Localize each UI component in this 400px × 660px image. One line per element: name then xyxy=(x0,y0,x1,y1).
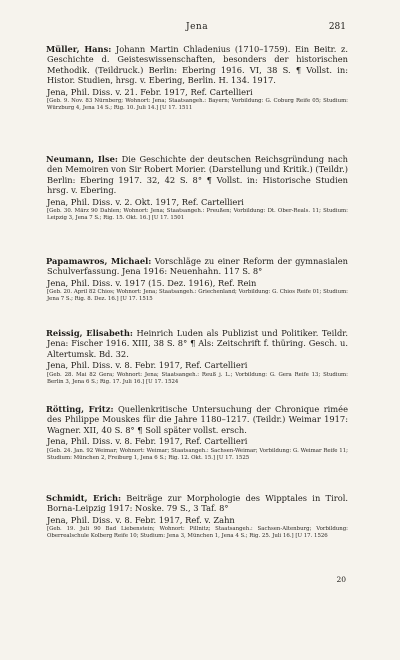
entry-title: Beiträge zur Morphologie des Wipptales in Tirol. Borna-Leipzig 1917: Noske. 79 S., 3 Taf. 8° xyxy=(47,493,348,514)
biographical-note: [Geb. 9. Nov. 83 Nürnberg; Wohnort: Jena; Staatsangeh.: Bayern; Vorbildung: G. Coburg Reife 05; Studium: Würzburg 4, Jena 14 S.; Rig. 10. Juli 14.] [U 17. 1511 xyxy=(47,98,348,112)
bibliography-entry xyxy=(47,256,348,303)
entry-lead xyxy=(47,256,348,277)
entry-lead xyxy=(47,404,348,435)
printer-signature: 20 xyxy=(336,575,346,584)
entry-lead xyxy=(47,328,348,359)
author-name: Reissig, Elisabeth: xyxy=(46,328,133,338)
entry-title: Johann Martin Chladenius (1710–1759). Ein Beitr. z. Geschichte d. Geisteswissenschaften, besonders der historischen Methodik. (Teildruck.) Berlin: Ebering 1916. VI, 38 S. ¶ Vollst. in: Histor. Studien, hrsg. v. Ebering, Berlin. H. 134. 1917. xyxy=(47,44,348,86)
entry-title: Quellenkritische Untersuchung der Chronique rimée des Philippe Mouskes für die Jahre 1180–1217. (Teildr.) Weimar 1917: Wagner. XII, 40 S. 8° ¶ Soll später vollst. ersch. xyxy=(47,404,348,435)
biographical-note: [Geb. 19. Juli 90 Bad Liebenstein; Wohnort: Pillnitz; Staatsangeh.: Sachsen-Altenburg; Vorbildung: Oberrealschule Kolberg Reife 10; Studium: Jena 3, München 1, Jena 4 S.; Rig. 25. Juli 16.] [U 17. 1526 xyxy=(47,526,348,540)
entry-title: Die Geschichte der deutschen Reichsgründung nach den Memoiren von Sir Robert Morier. (Darstellung und Kritik.) (Teildr.) Berlin: Ebering 1917. 32, 42 S. 8° ¶ Vollst. in: Historische Studien hrsg. v. Ebering. xyxy=(47,154,349,196)
page-header xyxy=(48,22,346,36)
entry-title: Heinrich Luden als Publizist und Politiker. Teildr. Jena: Fischer 1916. XIII, 38 S. 8° ¶ Als: Zeitschrift f. thüring. Gesch. u. Altertumsk. Bd. 32. xyxy=(47,328,348,359)
dissertation-info: Jena, Phil. Diss. v. 2. Okt. 1917, Ref. Cartellieri xyxy=(47,196,244,207)
entry-lead xyxy=(47,154,348,196)
dissertation-info: Jena, Phil. Diss. v. 8. Febr. 1917, Ref. v. Zahn xyxy=(47,514,235,525)
biographical-note: [Geb. 20. April 82 Chios; Wohnort: Jena; Staatsangeh.: Griechenland; Vorbildung: G. Chios Reife 01; Studium: Jena 7 S.; Rig. 8. Dez. 16.] [U 17. 1515 xyxy=(47,289,348,303)
author-name: Rötting, Fritz: xyxy=(46,404,114,414)
page-number: 281 xyxy=(328,22,346,32)
bibliography-entry xyxy=(47,493,348,540)
running-title: Jena xyxy=(186,22,209,32)
bibliography-entry xyxy=(47,154,348,222)
author-name: Schmidt, Erich: xyxy=(46,493,122,503)
entry-lead xyxy=(47,493,348,514)
author-name: Neumann, Ilse: xyxy=(46,154,118,164)
dissertation-info: Jena, Phil. Diss. v. 1917 (15. Dez. 1916), Ref. Rein xyxy=(47,277,257,288)
author-name: Papamawros, Michael: xyxy=(46,256,152,266)
biographical-note: [Geb. 30. März 90 Dahlen; Wohnort: Jena; Staatsangeh.: Preußen; Vorbildung: Dt. Ober-Reals. 11; Studium: Leipzig 3, Jena 7 S.; Rig. 15. Okt. 16.] [U 17. 1501 xyxy=(47,208,348,222)
entry-title: Vorschläge zu einer Reform der gymnasialen Schulverfassung. Jena 1916: Neuenhahn. 117 S. 8° xyxy=(47,256,349,277)
biographical-note: [Geb. 28. Mai 82 Gera; Wohnort: Jena; Staatsangeh.: Reuß j. L.; Vorbildung: G. Gera Reife 13; Studium: Berlin 3, Jena 6 S.; Rig. 17. Juli 16.] [U 17. 1524 xyxy=(47,371,348,385)
dissertation-info: Jena, Phil. Diss. v. 8. Febr. 1917, Ref. Cartellieri xyxy=(47,360,248,371)
biographical-note: [Geb. 24. Jan. 92 Weimar; Wohnort: Weimar; Staatsangeh.: Sachsen-Weimar; Vorbildung: G. Weimar Reife 11; Studium: München 2, Freiburg 1, Jena 6 S.; Rig. 12. Okt. 15.] [U 17. 1525 xyxy=(47,447,348,461)
bibliography-entry xyxy=(47,404,348,462)
bibliography-entry xyxy=(47,44,348,112)
dissertation-info: Jena, Phil. Diss. v. 21. Febr. 1917, Ref. Cartellieri xyxy=(47,86,253,97)
entry-lead xyxy=(47,44,348,86)
bibliography-entry xyxy=(47,328,348,386)
author-name: Müller, Hans: xyxy=(46,44,112,54)
dissertation-info: Jena, Phil. Diss. v. 8. Febr. 1917, Ref. Cartellieri xyxy=(47,436,248,447)
